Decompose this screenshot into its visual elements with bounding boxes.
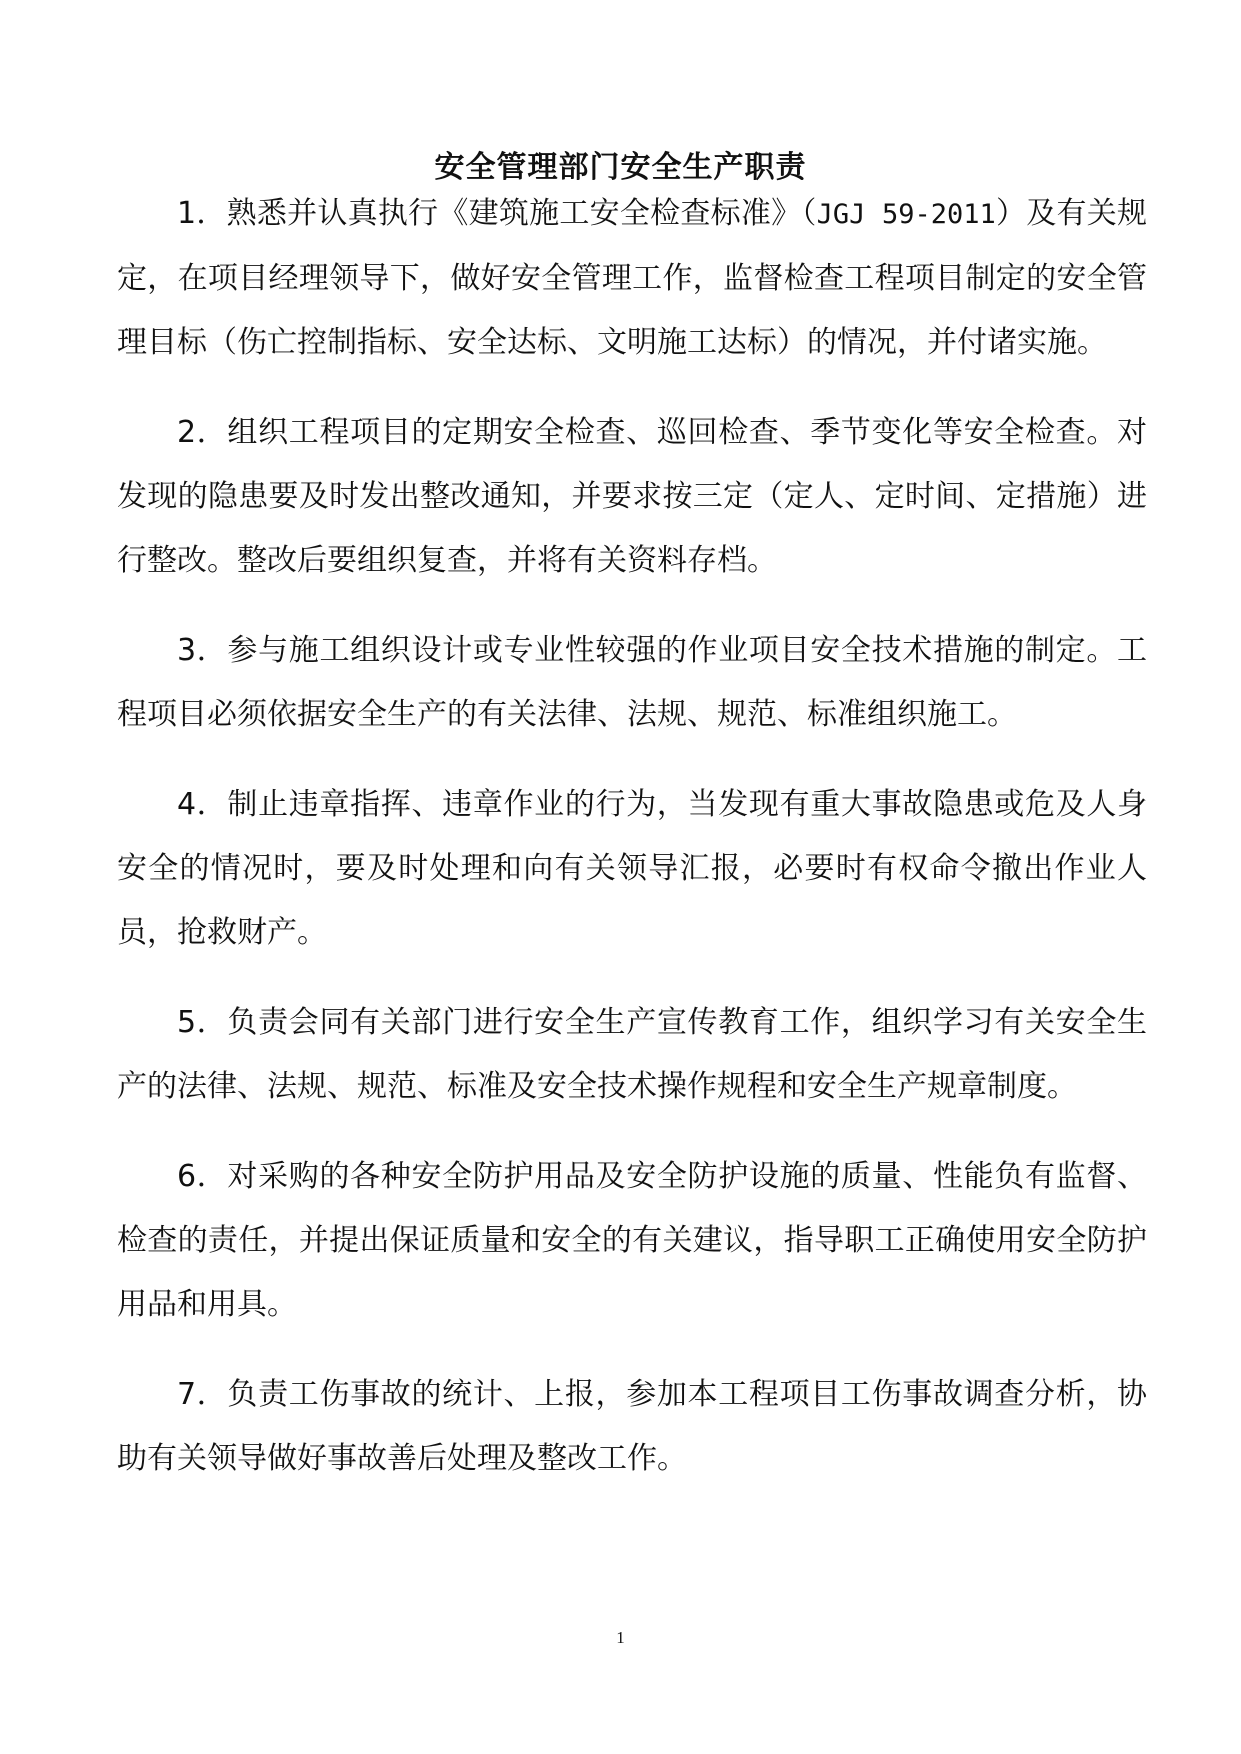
duty-paragraph-6: 6．对采购的各种安全防护用品及安全防护设施的质量、性能负有监督、检查的责任，并提出保证质量和安全的有关建议，指导职工正确使用安全防护用品和用具。 (117, 1159, 1147, 1322)
duty-paragraph-3: 3．参与施工组织设计或专业性较强的作业项目安全技术措施的制定。工程项目必须依据安全生产的有关法律、法规、规范、标准组织施工。 (117, 633, 1147, 732)
document-title: 安全管理部门安全生产职责 (434, 150, 807, 186)
standard-code: JGJ 59-2011 (816, 199, 996, 230)
duty-paragraph-4: 4．制止违章指挥、违章作业的行为，当发现有重大事故隐患或危及人身安全的情况时，要及时处理和向有关领导汇报，必要时有权命令撤出作业人员，抢救财产。 (117, 787, 1147, 950)
duty-paragraph-7: 7．负责工伤事故的统计、上报，参加本工程项目工伤事故调查分析，协助有关领导做好事故善后处理及整改工作。 (117, 1377, 1147, 1476)
duty-paragraph-2: 2．组织工程项目的定期安全检查、巡回检查、季节变化等安全检查。对发现的隐患要及时发出整改通知，并要求按三定（定人、定时间、定措施）进行整改。整改后要组织复查，并将有关资料存档。 (117, 415, 1147, 578)
duty-paragraph-5: 5．负责会同有关部门进行安全生产宣传教育工作，组织学习有关安全生产的法律、法规、规范、标准及安全技术操作规程和安全生产规章制度。 (117, 1005, 1147, 1104)
paragraph-1-text-end: ）及有关规定，在项目经理领导下，做好安全管理工作，监督检查工程项目制定的安全管理目标（伤亡控制指标、安全达标、文明施工达标）的情况，并付诸实施。 (117, 196, 1148, 360)
paragraph-1-text-start: 1．熟悉并认真执行《建筑施工安全检查标准》（ (177, 196, 817, 231)
document-body (117, 182, 1147, 1517)
page-number: 1 (616, 1628, 625, 1647)
duty-paragraph-1 (117, 182, 1147, 375)
